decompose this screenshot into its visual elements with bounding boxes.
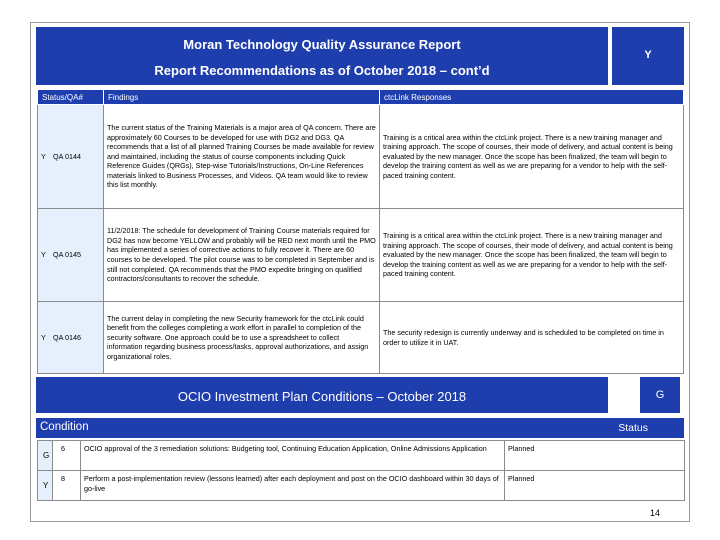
table-row	[38, 209, 684, 302]
qa-number: QA 0144	[53, 151, 81, 161]
table-row	[38, 441, 685, 471]
column-header-responses: ctcLink Responses	[380, 90, 684, 105]
overall-rating-label: Y	[644, 49, 652, 61]
condition-number: 8	[53, 471, 81, 501]
finding-text: The current status of the Training Materials is a major area of QA concern. There are approximately 60 Courses to be developed for use with DG2 and DG3. QA recommends that a list of all planned Training Courses be made available for review and maintained, including the status of course components including Quick Reference Guides (QRGs), Step-wise Tutorials/Instructions, On-Line References materials linked to Business Processes, and Videos. QA team would like to review this list monthly.	[104, 105, 380, 209]
report-subtitle: Report Recommendations as of October 2018 – cont’d	[154, 63, 490, 78]
status-cell	[38, 105, 104, 209]
report-title-banner	[36, 27, 608, 85]
conditions-header	[36, 418, 684, 438]
table-row	[38, 302, 684, 374]
condition-flag: Y	[38, 471, 53, 501]
report-title: Moran Technology Quality Assurance Report	[183, 37, 461, 52]
status-flag: Y	[41, 250, 46, 260]
condition-column-label: Condition	[40, 421, 89, 433]
conditions-table	[37, 440, 685, 501]
response-text: The security redesign is currently underway and is scheduled to be completed on time in order to utilize it in UAT.	[380, 302, 684, 374]
response-text: Training is a critical area within the ctcLink project. There is a new training manager and training approach. The scope of courses, their mode of delivery, and actual content is being evaluated by the new manager. Once the scope has been finalized, the team will begin to develop the training content as well as we are preparing for a vendor to help with the self-paced training content.	[380, 209, 684, 302]
ocio-title-banner	[36, 377, 608, 413]
qa-number: QA 0146	[53, 332, 81, 342]
condition-text: Perform a post-implementation review (lessons learned) after each deployment and post on the OCIO dashboard within 30 days of go-live	[81, 471, 505, 501]
response-text: Training is a critical area within the ctcLink project. There is a new training manager and training approach. The scope of courses, their mode of delivery, and actual content is being evaluated by the new manager. Once the scope has been finalized, the team will begin to develop the training content as well as we are preparing for a vendor to help with the self-paced training content.	[380, 105, 684, 209]
page-number: 14	[650, 508, 661, 518]
status-flag: Y	[41, 332, 46, 342]
table-row	[38, 105, 684, 209]
overall-rating-badge	[612, 27, 684, 85]
ocio-title: OCIO Investment Plan Conditions – October 2018	[177, 389, 467, 404]
status-column-label: Status	[618, 422, 648, 434]
condition-status: Planned	[505, 471, 685, 501]
condition-flag: G	[38, 441, 53, 471]
condition-status: Planned	[505, 441, 685, 471]
condition-number: 6	[53, 441, 81, 471]
ocio-rating-label: G	[655, 389, 665, 401]
status-cell	[38, 209, 104, 302]
status-flag: Y	[41, 151, 46, 161]
qa-number: QA 0145	[53, 250, 81, 260]
finding-text: 11/2/2018: The schedule for development of Training Course materials required for DG2 has now become YELLOW and probably will be RED next month until the PMO has implemented a series of corrective actions to fully recover it. There are 60 courses to be developed. The pilot course was to be completed in September and is still not completed. QA recommends that the PMO expedite bringing on qualified contractors/consultants to recover the schedule.	[104, 209, 380, 302]
condition-text: OCIO approval of the 3 remediation solutions: Budgeting tool, Continuing Education Application, Online Admissions Application	[81, 441, 505, 471]
finding-text: The current delay in completing the new Security framework for the ctcLink could benefit from the colleges completing a work effort in parallel to completion of the security software. One approach could be to use a spreadsheet to collect information regarding business process/tasks, approval authorizations, and assign organizational roles.	[104, 302, 380, 374]
ocio-rating-badge	[640, 377, 680, 413]
findings-table	[37, 89, 684, 374]
column-header-status: Status/QA#	[38, 90, 104, 105]
column-header-findings: Findings	[104, 90, 380, 105]
table-row	[38, 471, 685, 501]
findings-header-row	[38, 90, 684, 105]
status-cell	[38, 302, 104, 374]
